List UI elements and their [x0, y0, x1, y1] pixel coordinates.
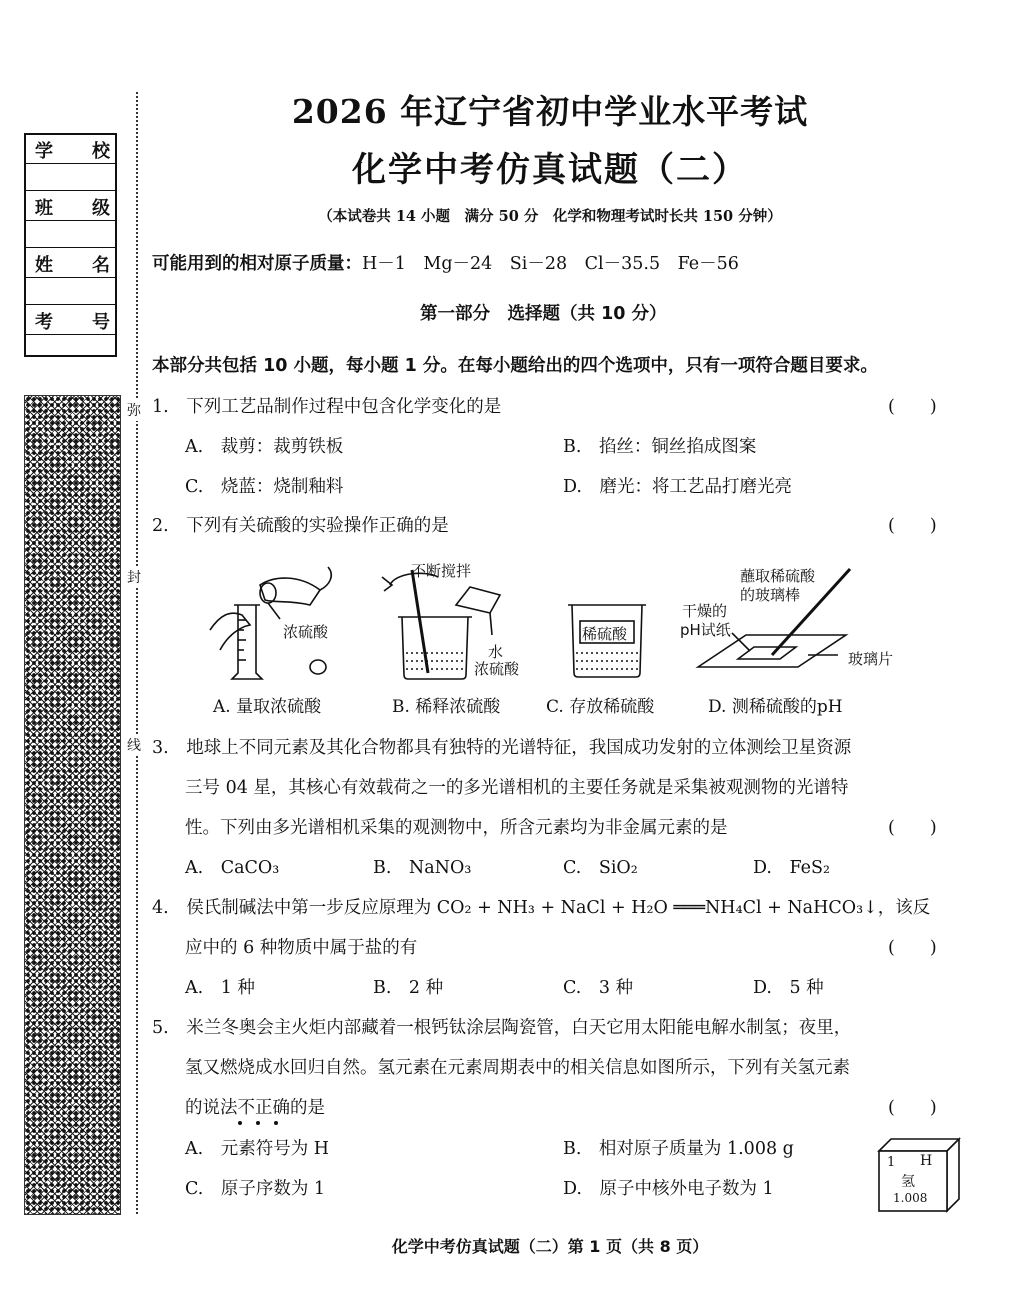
q3-answer-paren[interactable]: ( )	[888, 818, 937, 838]
fig-d-label-2: 的玻璃棒	[740, 586, 801, 604]
exam-subtitle: 化学中考仿真试题（二）	[352, 150, 748, 190]
q4-option-b[interactable]: B. 2 种	[373, 978, 444, 998]
q3-option-a[interactable]: A. CaCO₃	[185, 858, 280, 878]
q5-line-2: 氢又燃烧成水回归自然。氢元素在元素周期表中的相关信息如图所示，下列有关氢元素	[185, 1058, 850, 1078]
section-title: 第一部分 选择题（共 10 分）	[420, 304, 667, 324]
emphasis-dot	[256, 1121, 260, 1125]
q1-answer-paren[interactable]: ( )	[888, 397, 937, 417]
fig-caption-b[interactable]: B. 稀释浓硫酸	[392, 697, 501, 717]
q4-line-2: 应中的 6 种物质中属于盐的有	[185, 938, 418, 958]
hatched-binding-area	[24, 395, 121, 1215]
class-field[interactable]: 班 级	[26, 192, 115, 221]
q5-line-1: 5. 米兰冬奥会主火炬内部藏着一根钙钛涂层陶瓷管，白天它用太阳能电解水制氢；夜里，	[152, 1018, 852, 1038]
q1-option-a[interactable]: A. 裁剪：裁剪铁板	[185, 437, 344, 457]
q3-line-1: 3. 地球上不同元素及其化合物都具有独特的光谱特征，我国成功发射的立体测绘卫星资源	[152, 738, 852, 758]
q5-line-3: 的说法不正确的是	[185, 1098, 325, 1118]
binding-char-2: 封	[127, 566, 141, 588]
fig-caption-d[interactable]: D. 测稀硫酸的pH	[708, 697, 843, 717]
exam-number-field[interactable]: 考 号	[26, 306, 115, 335]
fig-b-label-water: 水	[488, 643, 504, 661]
q1-stem: 1. 下列工艺品制作过程中包含化学变化的是	[152, 397, 502, 417]
fig-d-label-4: pH试纸	[680, 621, 731, 639]
page-footer: 化学中考仿真试题（二）第 1 页（共 8 页）	[391, 1237, 709, 1256]
q3-line-3: 性。下列由多光谱相机采集的观测物中，所含元素均为非金属元素的是	[185, 818, 728, 838]
fig-d-label-1: 蘸取稀硫酸	[740, 567, 816, 585]
q5-answer-paren[interactable]: ( )	[888, 1098, 937, 1118]
q4-option-a[interactable]: A. 1 种	[185, 978, 255, 998]
q4-answer-paren[interactable]: ( )	[888, 938, 937, 958]
emphasis-dot	[238, 1121, 242, 1125]
q4-line-1: 4. 侯氏制碱法中第一步反应原理为 CO₂ + NH₃ + NaCl + H₂O ═══NH₄Cl + NaHCO₃↓，该反	[152, 898, 931, 918]
element-number: 1	[887, 1155, 896, 1170]
fig-b-label-acid: 浓硫酸	[474, 660, 520, 678]
element-mass: 1.008	[893, 1191, 928, 1205]
fig-d-label-5: 玻璃片	[848, 650, 894, 668]
element-name: 氢	[901, 1174, 915, 1190]
q1-option-d[interactable]: D. 磨光：将工艺品打磨光亮	[563, 477, 792, 497]
q1-option-c[interactable]: C. 烧蓝：烧制釉料	[185, 477, 344, 497]
fig-c-label: 稀硫酸	[582, 625, 628, 643]
q3-option-c[interactable]: C. SiO₂	[563, 858, 638, 878]
q5-option-c[interactable]: C. 原子序数为 1	[185, 1179, 326, 1199]
element-symbol: H	[920, 1153, 933, 1169]
section-instruction: 本部分共包括 10 小题，每小题 1 分。在每小题给出的四个选项中，只有一项符合题目要求。	[152, 356, 878, 376]
q2-answer-paren[interactable]: ( )	[888, 516, 937, 536]
binding-char-3: 线	[127, 734, 141, 756]
q5-option-a[interactable]: A. 元素符号为 H	[185, 1139, 330, 1159]
exam-title: 2026 年辽宁省初中学业水平考试	[291, 92, 809, 131]
emphasis-dot	[274, 1121, 278, 1125]
q3-line-2: 三号 04 星，其核心有效载荷之一的多光谱相机的主要任务就是采集被观测物的光谱特	[185, 778, 849, 798]
q3-option-d[interactable]: D. FeS₂	[753, 858, 831, 878]
q3-option-b[interactable]: B. NaNO₃	[373, 858, 472, 878]
fig-a-label: 浓硫酸	[283, 623, 329, 641]
fig-caption-c[interactable]: C. 存放稀硫酸	[546, 697, 655, 717]
q5-option-b[interactable]: B. 相对原子质量为 1.008 g	[563, 1139, 794, 1159]
binding-dashed-line	[136, 92, 138, 1214]
q4-option-d[interactable]: D. 5 种	[753, 978, 824, 998]
q1-option-b[interactable]: B. 掐丝：铜丝掐成图案	[563, 437, 757, 457]
atomic-masses: 可能用到的相对原子质量：H－1 Mg－24 Si－28 Cl－35.5 Fe－56	[152, 254, 739, 274]
school-field[interactable]: 学 校	[26, 135, 115, 164]
q2-stem: 2. 下列有关硫酸的实验操作正确的是	[152, 516, 449, 536]
fig-d-label-3: 干燥的	[682, 602, 728, 620]
exam-note: （本试卷共 14 小题 满分 50 分 化学和物理考试时长共 150 分钟）	[318, 208, 782, 225]
q5-option-d[interactable]: D. 原子中核外电子数为 1	[563, 1179, 774, 1199]
fig-caption-a[interactable]: A. 量取浓硫酸	[213, 697, 322, 717]
binding-char-1: 弥	[127, 399, 141, 421]
name-field[interactable]: 姓 名	[26, 249, 115, 278]
fig-b-label-stir: 不断搅拌	[411, 562, 472, 580]
q4-option-c[interactable]: C. 3 种	[563, 978, 634, 998]
name-blank[interactable]	[26, 278, 115, 305]
